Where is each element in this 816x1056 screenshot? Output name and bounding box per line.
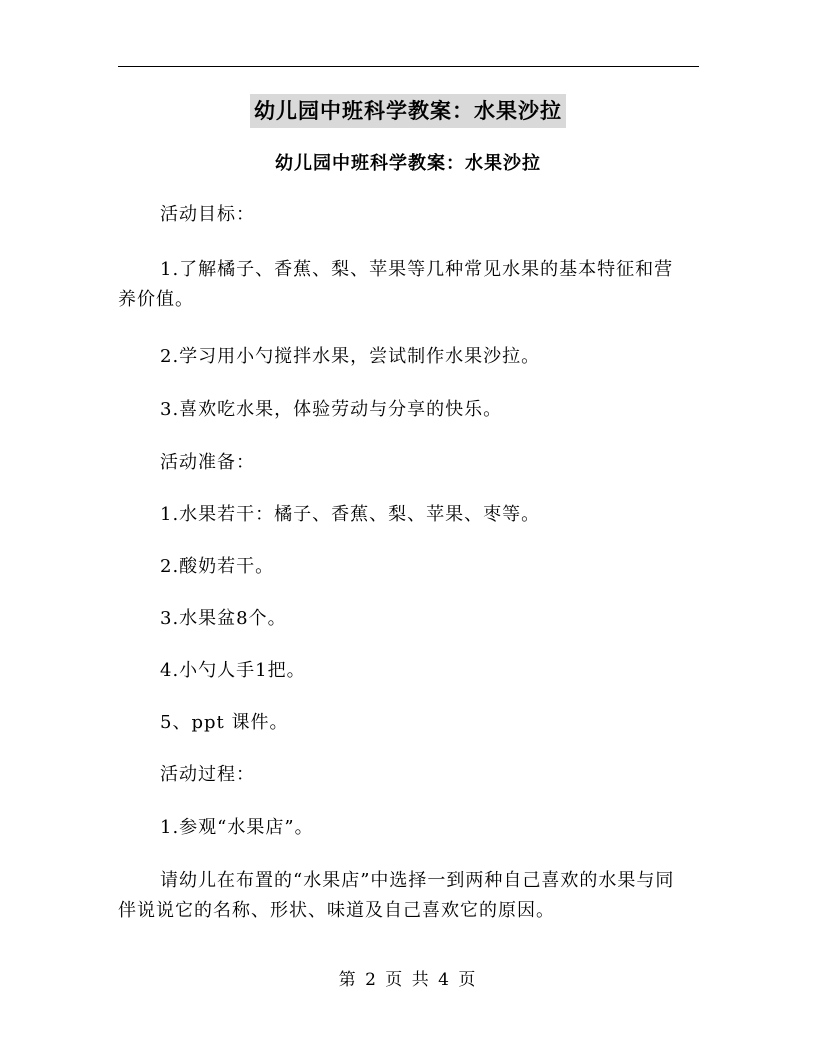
paragraph: 活动准备： bbox=[160, 452, 255, 473]
paragraph: 2.学习用小勺搅拌水果，尝试制作水果沙拉。 bbox=[160, 346, 541, 367]
paragraph: 活动过程： bbox=[160, 764, 255, 785]
paragraph: 3.水果盆8个。 bbox=[160, 608, 287, 629]
header-rule bbox=[118, 66, 699, 67]
paragraph: 1.了解橘子、香蕉、梨、苹果等几种常见水果的基本特征和营养价值。 bbox=[118, 259, 674, 310]
document-title: 幼儿园中班科学教案：水果沙拉 bbox=[275, 153, 541, 174]
paragraph: 活动目标： bbox=[160, 204, 255, 225]
paragraph: 5、ppt 课件。 bbox=[160, 712, 289, 733]
paragraph: 1.水果若干：橘子、香蕉、梨、苹果、枣等。 bbox=[160, 504, 541, 525]
page-footer: 第 2 页 共 4 页 bbox=[338, 970, 478, 990]
paragraph: 1.参观“水果店”。 bbox=[160, 817, 314, 838]
paragraph: 3.喜欢吃水果，体验劳动与分享的快乐。 bbox=[160, 399, 503, 420]
paragraph: 4.小勺人手1把。 bbox=[160, 660, 306, 681]
paragraph: 2.酸奶若干。 bbox=[160, 556, 275, 577]
header-title bbox=[0, 94, 816, 128]
paragraph: 请幼儿在布置的“水果店”中选择一到两种自己喜欢的水果与同伴说说它的名称、形状、味道及自己喜欢它的原因。 bbox=[118, 870, 675, 921]
header-title-text: 幼儿园中班科学教案：水果沙拉 bbox=[250, 94, 566, 128]
